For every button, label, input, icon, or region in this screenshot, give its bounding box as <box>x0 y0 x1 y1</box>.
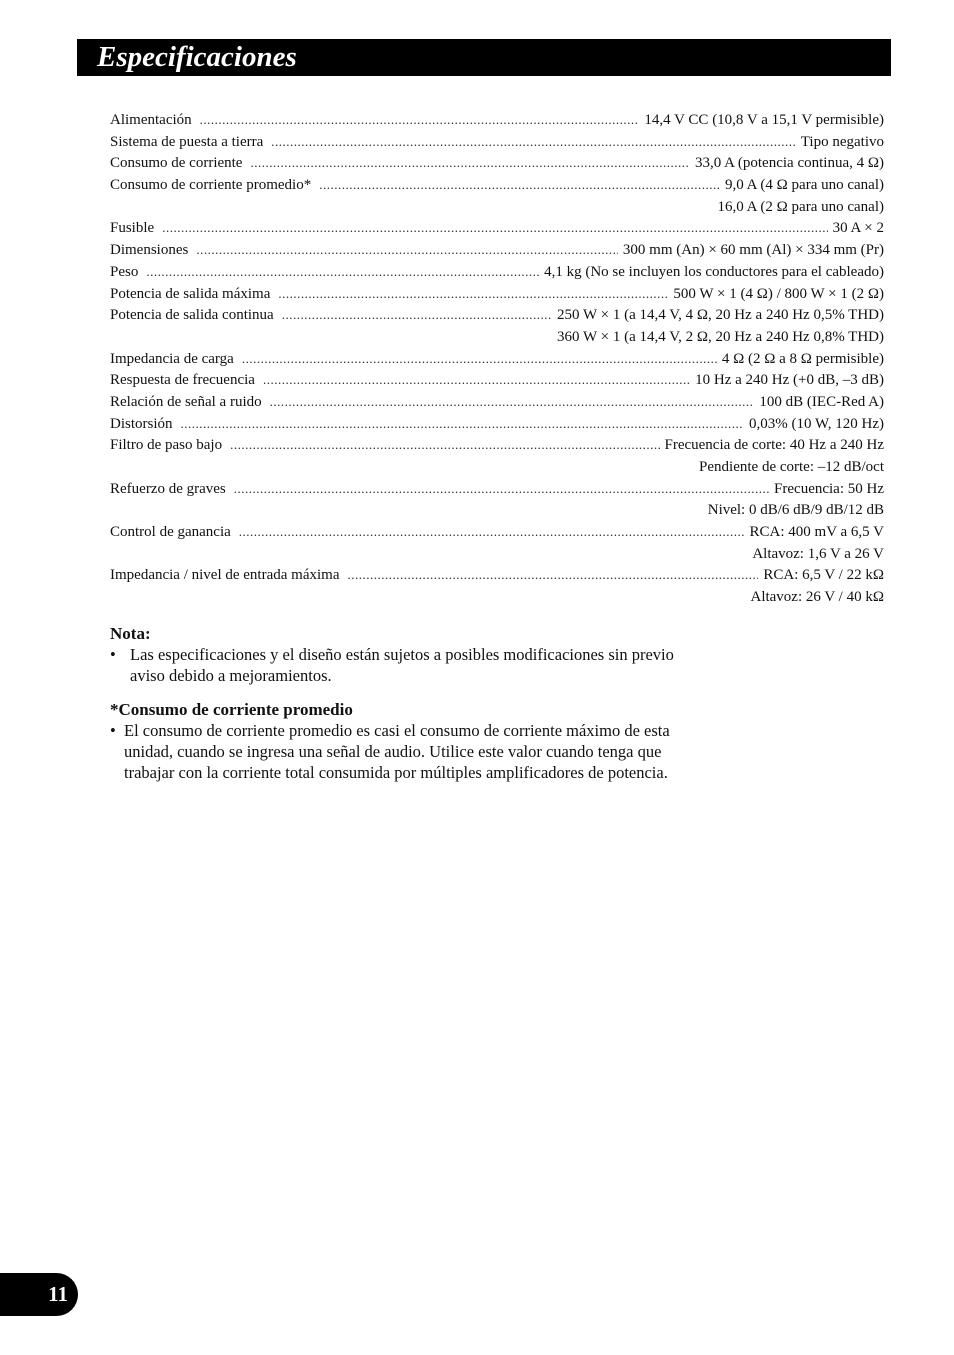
spec-value: 500 W × 1 (4 Ω) / 800 W × 1 (2 Ω) <box>673 285 884 302</box>
section-header-bar <box>77 39 891 76</box>
spec-label: Relación de señal a ruido <box>110 393 262 410</box>
nota-line: aviso debido a mejoramientos. <box>130 666 332 685</box>
spec-value: 9,0 A (4 Ω para uno canal) <box>724 177 884 194</box>
spec-value: 30 A × 2 <box>832 220 884 237</box>
spec-label: Filtro de paso bajo <box>110 437 223 454</box>
spec-label: Consumo de corriente promedio* <box>110 177 312 194</box>
spec-value-continuation: Pendiente de corte: –12 dB/oct <box>699 459 884 475</box>
bullet-glyph: • <box>110 645 116 664</box>
specifications-list <box>110 112 884 611</box>
spec-row <box>110 264 884 286</box>
spec-row <box>110 437 884 459</box>
dot-leader <box>347 567 758 583</box>
spec-value: 4,1 kg (No se incluyen los conductores para el cableado) <box>544 263 884 280</box>
spec-row <box>110 242 884 264</box>
spec-label: Impedancia / nivel de entrada máxima <box>110 567 340 584</box>
dot-leader <box>319 177 720 193</box>
spec-value: 300 mm (An) × 60 mm (Al) × 334 mm (Pr) <box>622 242 884 259</box>
spec-row <box>110 155 884 177</box>
spec-label: Potencia de salida máxima <box>110 285 271 302</box>
dot-leader <box>250 155 690 171</box>
spec-value-continuation: Altavoz: 26 V / 40 kΩ <box>750 589 884 606</box>
spec-label: Consumo de corriente <box>110 155 243 172</box>
spec-value: 4 Ω (2 Ω a 8 Ω permisible) <box>721 350 884 367</box>
spec-row <box>110 177 884 199</box>
spec-row <box>110 524 884 546</box>
consumo-line: El consumo de corriente promedio es casi el consumo de corriente máximo de esta <box>124 721 670 740</box>
spec-label: Respuesta de frecuencia <box>110 372 255 389</box>
spec-row <box>110 307 884 329</box>
spec-label: Sistema de puesta a tierra <box>110 133 264 150</box>
nota-heading: Nota: <box>110 624 151 643</box>
spec-label: Dimensiones <box>110 242 189 259</box>
spec-row <box>110 372 884 394</box>
nota-bullet-item <box>110 644 750 686</box>
spec-row <box>110 416 884 438</box>
spec-value: Frecuencia: 50 Hz <box>774 480 884 497</box>
dot-leader <box>146 264 539 280</box>
consumo-heading: *Consumo de corriente promedio <box>110 700 353 719</box>
spec-label: Impedancia de carga <box>110 350 234 367</box>
spec-label: Control de ganancia <box>110 524 231 541</box>
spec-row <box>110 351 884 373</box>
spec-value: 100 dB (IEC-Red A) <box>759 393 884 410</box>
dot-leader <box>282 307 552 323</box>
consumo-bullet-item <box>110 720 750 783</box>
spec-row <box>110 134 884 156</box>
dot-leader <box>271 134 796 150</box>
notes-section <box>110 624 750 783</box>
dot-leader <box>270 394 755 410</box>
nota-line: Las especificaciones y el diseño están sujetos a posibles modificaciones sin previo <box>130 645 674 664</box>
bullet-glyph: • <box>110 721 116 740</box>
spec-row <box>110 286 884 308</box>
spec-value: 10 Hz a 240 Hz (+0 dB, –3 dB) <box>695 372 884 389</box>
dot-leader <box>234 481 769 497</box>
spec-value: Tipo negativo <box>800 133 884 150</box>
spec-label: Alimentación <box>110 112 192 128</box>
spec-value: RCA: 6,5 V / 22 kΩ <box>763 567 884 584</box>
spec-label: Fusible <box>110 220 155 237</box>
spec-row <box>110 220 884 242</box>
consumo-line: trabajar con la corriente total consumida por múltiples amplificadores de potencia. <box>124 763 668 782</box>
dot-leader <box>242 351 717 367</box>
dot-leader <box>230 437 659 453</box>
spec-value: 0,03% (10 W, 120 Hz) <box>749 415 884 432</box>
spec-label: Potencia de salida continua <box>110 307 274 324</box>
page-number: 11 <box>48 1282 68 1306</box>
spec-value-continuation: Nivel: 0 dB/6 dB/9 dB/12 dB <box>707 502 884 519</box>
dot-leader <box>181 416 744 432</box>
spec-value: RCA: 400 mV a 6,5 V <box>749 524 884 541</box>
spec-value: 14,4 V CC (10,8 V a 15,1 V permisible) <box>644 112 884 128</box>
spec-value-continuation: 360 W × 1 (a 14,4 V, 2 Ω, 20 Hz a 240 Hz 0,8% THD) <box>557 328 884 345</box>
dot-leader <box>196 242 618 258</box>
spec-value-continuation: Altavoz: 1,6 V a 26 V <box>752 545 884 562</box>
spec-row <box>110 481 884 503</box>
spec-row <box>110 112 884 134</box>
dot-leader <box>162 220 827 236</box>
spec-row <box>110 567 884 589</box>
spec-value: 33,0 A (potencia continua, 4 Ω) <box>694 155 884 172</box>
page-number-tab <box>0 1273 78 1316</box>
dot-leader <box>200 112 640 128</box>
dot-leader <box>278 286 668 302</box>
dot-leader <box>239 524 745 540</box>
spec-value-continuation: 16,0 A (2 Ω para uno canal) <box>717 198 884 215</box>
spec-value: Frecuencia de corte: 40 Hz a 240 Hz <box>664 437 884 454</box>
spec-label: Peso <box>110 263 139 280</box>
spec-value: 250 W × 1 (a 14,4 V, 4 Ω, 20 Hz a 240 Hz 0,5% THD) <box>557 307 884 324</box>
section-title: Especificaciones <box>97 41 297 73</box>
spec-label: Refuerzo de graves <box>110 480 226 497</box>
spec-label: Distorsión <box>110 415 173 432</box>
spec-row <box>110 394 884 416</box>
dot-leader <box>263 372 690 388</box>
consumo-line: unidad, cuando se ingresa una señal de audio. Utilice este valor cuando tenga que <box>124 742 662 761</box>
